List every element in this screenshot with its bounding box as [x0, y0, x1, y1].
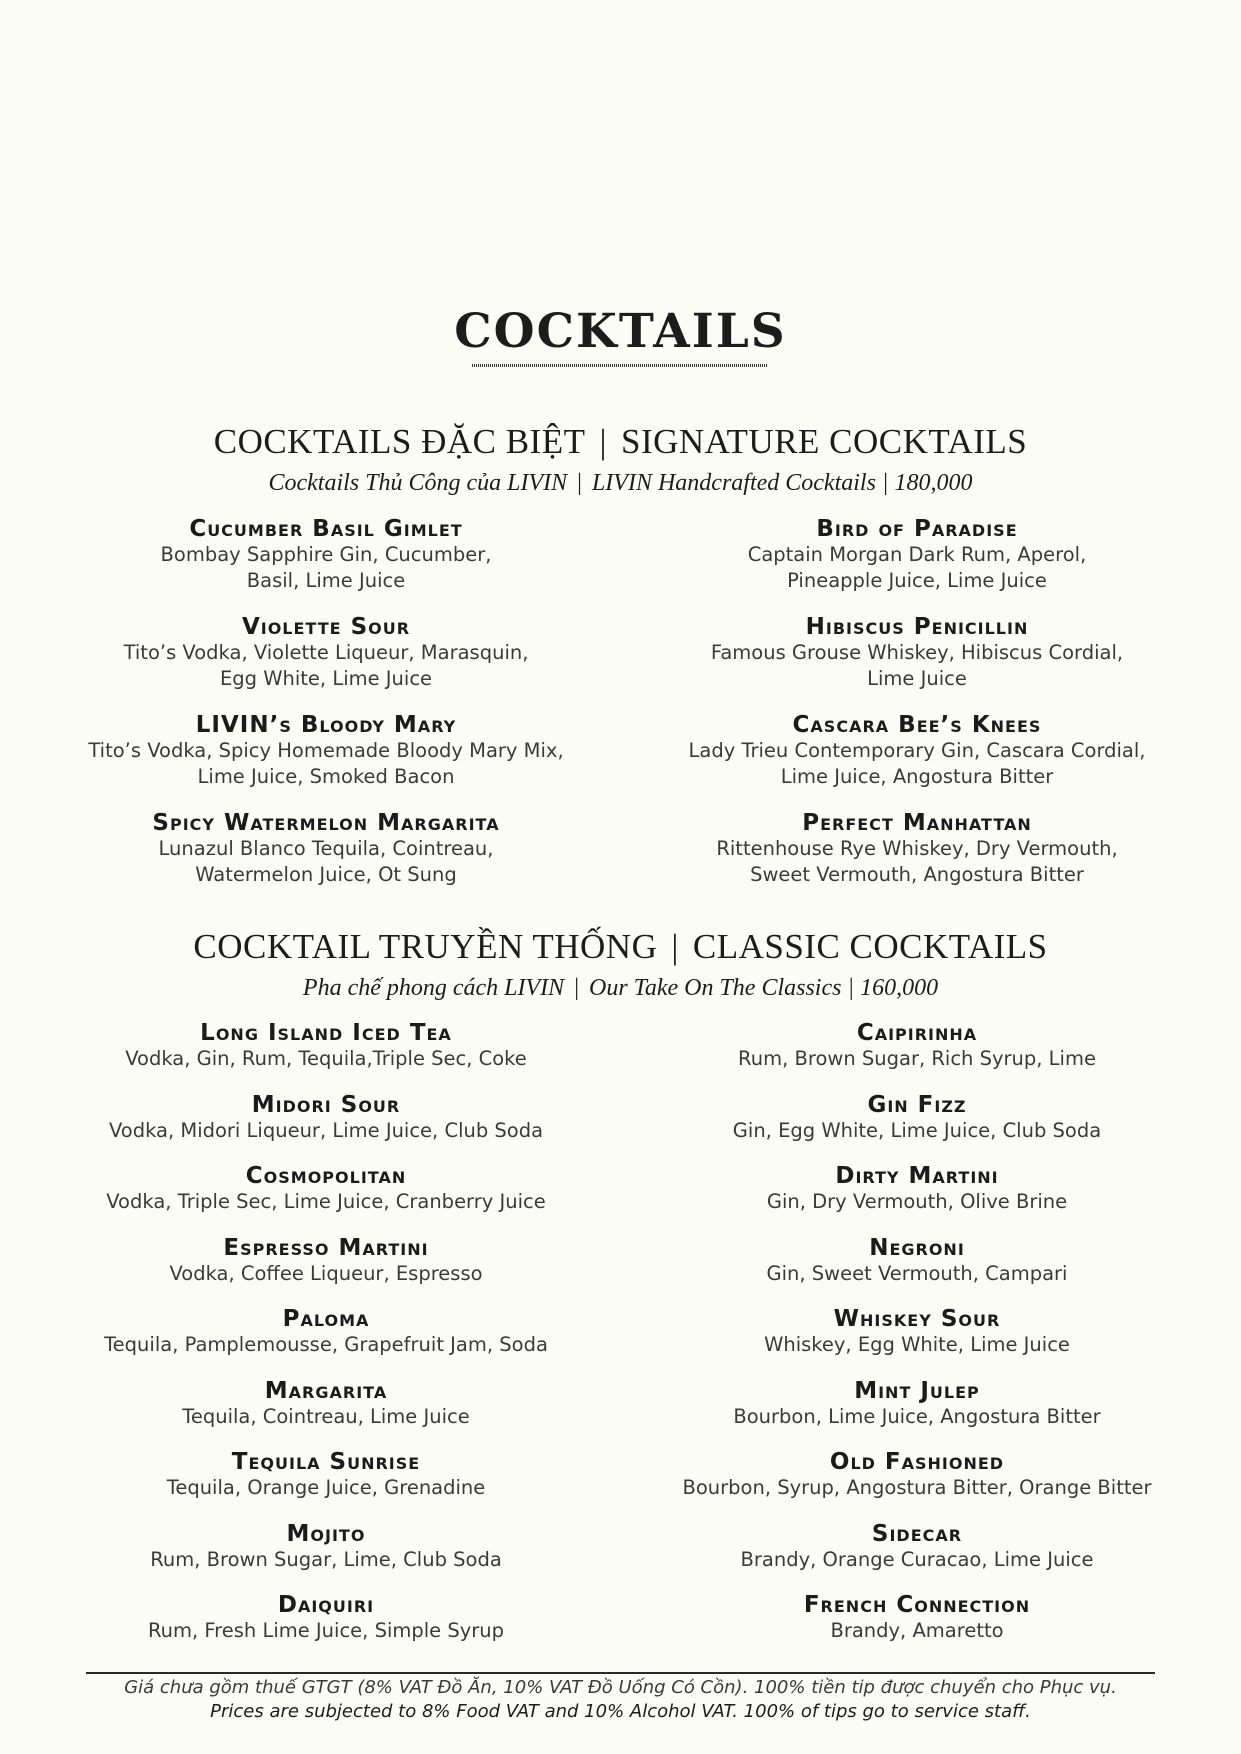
item-description: Vodka, Gin, Rum, Tequila,Triple Sec, Coke: [125, 1047, 527, 1070]
item-name: Bird of Paradise: [816, 516, 1018, 542]
footer-divider: [86, 1672, 1155, 1674]
menu-item: [46, 1449, 606, 1501]
item-name: Mint Julep: [854, 1377, 980, 1404]
item-name: Cosmopolitan: [245, 1163, 407, 1189]
item-description: Bourbon, Syrup, Angostura Bitter, Orange Bitter: [682, 1476, 1152, 1499]
sub-separator: |: [577, 470, 582, 496]
item-description: Rum, Brown Sugar, Rich Syrup, Lime: [738, 1047, 1096, 1070]
item-name: French Connection: [803, 1592, 1031, 1618]
item-name: Whiskey Sour: [833, 1306, 1001, 1332]
item-name: Tequila Sunrise: [231, 1449, 421, 1475]
item-name: Violette Sour: [241, 614, 411, 640]
menu-item: [46, 1592, 606, 1644]
menu-item: [46, 516, 606, 594]
title-underline: [472, 364, 768, 367]
menu-item: [637, 1092, 1197, 1144]
menu-item: [46, 1163, 606, 1215]
item-description: Lady Trieu Contemporary Gin, Cascara Cordial, Lime Juice, Angostura Bitter: [688, 739, 1146, 788]
menu-item: [637, 810, 1197, 888]
item-description: Rum, Brown Sugar, Lime, Club Soda: [150, 1547, 502, 1571]
item-description: Captain Morgan Dark Rum, Aperol, Pineapple Juice, Lime Juice: [747, 543, 1087, 592]
menu-item: [46, 810, 606, 888]
item-description: Gin, Egg White, Lime Juice, Club Soda: [732, 1118, 1102, 1142]
item-description: Gin, Sweet Vermouth, Campari: [766, 1261, 1068, 1285]
item-description: Vodka, Coffee Liqueur, Espresso: [169, 1261, 483, 1285]
item-description: Bombay Sapphire Gin, Cucumber, Basil, Lime Juice: [160, 543, 492, 592]
sub-separator: |: [574, 975, 579, 1001]
heading-separator: |: [599, 422, 607, 461]
section-subheading-classic: [0, 973, 1241, 1003]
item-description: Tequila, Pamplemousse, Grapefruit Jam, Soda: [104, 1333, 548, 1356]
item-description: Vodka, Midori Liqueur, Lime Juice, Club Soda: [108, 1118, 544, 1142]
item-name: LIVIN’s Bloody Mary: [195, 712, 457, 738]
item-description: Famous Grouse Whiskey, Hibiscus Cordial, Lime Juice: [710, 641, 1124, 690]
section-heading-vn: COCKTAILS ĐẶC BIỆT: [213, 422, 586, 461]
menu-item: [46, 1235, 606, 1287]
menu-item: [46, 712, 606, 790]
menu-item: [46, 614, 606, 692]
item-description: Brandy, Amaretto: [830, 1619, 1004, 1642]
item-name: Caipirinha: [856, 1020, 978, 1046]
menu-item: [46, 1092, 606, 1144]
item-description: Tequila, Cointreau, Lime Juice: [182, 1404, 470, 1428]
section-subheading-signature: [0, 468, 1241, 498]
item-name: Spicy Watermelon Margarita: [152, 810, 500, 836]
menu-item: [637, 712, 1197, 790]
menu-item: [637, 1235, 1197, 1287]
item-name: Margarita: [264, 1377, 388, 1404]
item-description: Rittenhouse Rye Whiskey, Dry Vermouth, Sweet Vermouth, Angostura Bitter: [716, 837, 1118, 886]
section-heading-en: SIGNATURE COCKTAILS: [620, 422, 1028, 461]
item-description: Lunazul Blanco Tequila, Cointreau, Watermelon Juice, Ot Sung: [158, 837, 494, 886]
section-sub-en: Our Take On The Classics | 160,000: [589, 975, 939, 1001]
item-name: Old Fashioned: [829, 1449, 1005, 1475]
item-name: Cucumber Basil Gimlet: [189, 516, 463, 542]
item-description: Tequila, Orange Juice, Grenadine: [166, 1476, 486, 1499]
item-description: Gin, Dry Vermouth, Olive Brine: [766, 1190, 1068, 1213]
item-description: Whiskey, Egg White, Lime Juice: [764, 1333, 1070, 1356]
menu-item: [46, 1378, 606, 1430]
menu-item: [46, 1020, 606, 1072]
item-name: Midori Sour: [251, 1091, 401, 1118]
section-heading-vn: COCKTAIL TRUYỀN THỐNG: [193, 927, 658, 966]
footer-note-en: Prices are subjected to 8% Food VAT and 10% Alcohol VAT. 100% of tips go to service staff.: [210, 1701, 1031, 1722]
footer-note-vn: Giá chưa gồm thuế GTGT (8% VAT Đồ Ăn, 10% VAT Đồ Uống Có Cồn). 100% tiền tip được chuyển cho Phục vụ.: [124, 1677, 1117, 1698]
item-name: Mojito: [286, 1520, 366, 1547]
item-name: Long Island Iced Tea: [200, 1020, 452, 1046]
item-description: Rum, Fresh Lime Juice, Simple Syrup: [147, 1619, 505, 1642]
item-name: Negroni: [869, 1234, 965, 1261]
item-name: Gin Fizz: [867, 1091, 967, 1118]
item-name: Daiquiri: [277, 1592, 375, 1618]
section-heading-classic: [0, 925, 1241, 969]
menu-item: [46, 1521, 606, 1573]
menu-item: [637, 1306, 1197, 1358]
item-name: Hibiscus Penicillin: [805, 614, 1029, 640]
menu-item: [637, 1521, 1197, 1573]
menu-item: [637, 1163, 1197, 1215]
item-description: Brandy, Orange Curacao, Lime Juice: [740, 1547, 1094, 1571]
page-title: COCKTAILS: [454, 304, 787, 359]
section-sub-vn: Cocktails Thủ Công của LIVIN: [268, 470, 568, 496]
section-heading-en: CLASSIC COCKTAILS: [692, 927, 1048, 966]
menu-item: [637, 516, 1197, 594]
item-description: Tito’s Vodka, Spicy Homemade Bloody Mary Mix, Lime Juice, Smoked Bacon: [88, 739, 564, 788]
item-name: Sidecar: [871, 1520, 963, 1547]
menu-item: [46, 1306, 606, 1358]
item-name: Paloma: [282, 1306, 370, 1332]
item-name: Cascara Bee’s Knees: [792, 712, 1042, 738]
item-description: Tito’s Vodka, Violette Liqueur, Marasquin, Egg White, Lime Juice: [123, 641, 529, 690]
menu-item: [637, 1378, 1197, 1430]
menu-item: [637, 1449, 1197, 1501]
section-sub-en: LIVIN Handcrafted Cocktails | 180,000: [591, 470, 973, 496]
menu-item: [637, 1020, 1197, 1072]
item-name: Dirty Martini: [835, 1163, 999, 1189]
menu-item: [637, 1592, 1197, 1644]
section-heading-signature: [0, 420, 1241, 464]
heading-separator: |: [671, 927, 679, 966]
item-name: Perfect Manhattan: [802, 810, 1032, 836]
section-sub-vn: Pha chế phong cách LIVIN: [302, 975, 565, 1001]
item-description: Bourbon, Lime Juice, Angostura Bitter: [733, 1404, 1101, 1428]
menu-item: [637, 614, 1197, 692]
item-description: Vodka, Triple Sec, Lime Juice, Cranberry Juice: [106, 1190, 546, 1213]
item-name: Espresso Martini: [223, 1234, 429, 1261]
